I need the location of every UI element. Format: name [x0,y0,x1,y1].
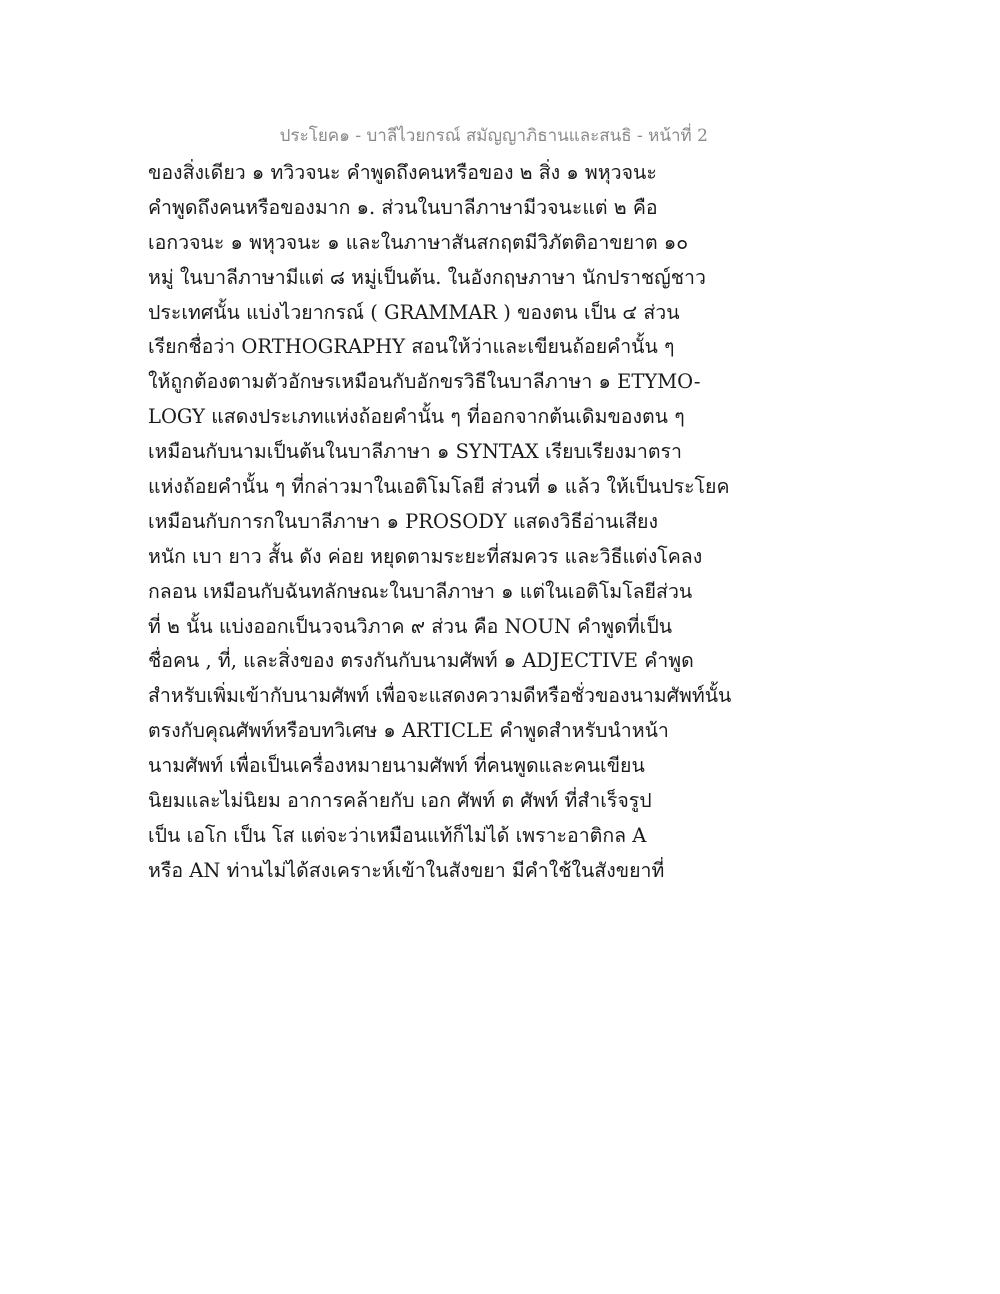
text-line: ให้ถูกต้องตามตัวอักษรเหมือนกับอักขรวิธีในบาลีภาษา ๑ ETYMO- [148,370,701,394]
text-line: หมู่ ในบาลีภาษามีแต่ ๘ หมู่เป็นต้น. ในอังกฤษภาษา นักปราชญ์ชาว [148,265,706,289]
text-line: เรียกชื่อว่า ORTHOGRAPHY สอนให้ว่าและเขียนถ้อยคำนั้น ๆ [148,335,675,359]
text-line: แห่งถ้อยคำนั้น ๆ ที่กล่าวมาในเอติโมโลยี ส่วนที่ ๑ แล้ว ให้เป็นประโยค [148,475,730,499]
text-line: คำพูดถึงคนหรือของมาก ๑. ส่วนในบาลีภาษามีวจนะแต่ ๒ คือ [148,195,658,219]
text-line: ตรงกับคุณศัพท์หรือบทวิเศษ ๑ ARTICLE คำพูดสำหรับนำหน้า [148,719,669,743]
text-line: นามศัพท์ เพื่อเป็นเครื่องหมายนามศัพท์ ที่คนพูดและคนเขียน [148,754,645,778]
text-line: หรือ AN ท่านไม่ได้สงเคราะห์เข้าในสังขยา มีคำใช้ในสังขยาที่ [148,858,665,882]
text-line: เหมือนกับการกในบาลีภาษา ๑ PROSODY แสดงวิธีอ่านเสียง [148,509,658,533]
running-header: ประโยค๑ - บาลีไวยกรณ์ สมัญญาภิธานและสนธิ - หน้าที่ 2 [279,126,708,146]
body-text [148,156,748,889]
text-line: ชื่อคน , ที่, และสิ่งของ ตรงกันกับนามศัพท์ ๑ ADJECTIVE คำพูด [148,649,694,673]
text-line: LOGY แสดงประเภทแห่งถ้อยคำนั้น ๆ ที่ออกจากต้นเดิมของตน ๆ [148,405,685,429]
text-line: หนัก เบา ยาว สั้น ดัง ค่อย หยุดตามระยะที่สมควร และวิธีแต่งโคลง [148,544,703,568]
text-line: ที่ ๒ นั้น แบ่งออกเป็นวจนวิภาค ๙ ส่วน คือ NOUN คำพูดที่เป็น [148,614,673,638]
text-line: เอกวจนะ ๑ พหุวจนะ ๑ และในภาษาสันสกฤตมีวิภัตติอาขยาต ๑๐ [148,230,689,254]
text-line: ประเทศนั้น แบ่งไวยากรณ์ ( GRAMMAR ) ของตน เป็น ๔ ส่วน [148,300,680,324]
text-line: กลอน เหมือนกับฉันทลักษณะในบาลีภาษา ๑ แต่ในเอติโมโลยีส่วน [148,579,693,603]
text-line: เป็น เอโก เป็น โส แต่จะว่าเหมือนแท้ก็ไม่ได้ เพราะอาติกล A [148,823,647,847]
text-line: ของสิ่งเดียว ๑ ทวิวจนะ คำพูดถึงคนหรือของ ๒ สิ่ง ๑ พหุวจนะ [148,161,657,184]
text-line: เหมือนกับนามเป็นต้นในบาลีภาษา ๑ SYNTAX เรียบเรียงมาตรา [148,440,682,464]
text-line: สำหรับเพิ่มเข้ากับนามศัพท์ เพื่อจะแสดงความดีหรือชั่วของนามศัพท์นั้น [148,684,732,708]
text-line: นิยมและไม่นิยม อาการคล้ายกับ เอก ศัพท์ ต ศัพท์ ที่สำเร็จรูป [148,789,652,813]
